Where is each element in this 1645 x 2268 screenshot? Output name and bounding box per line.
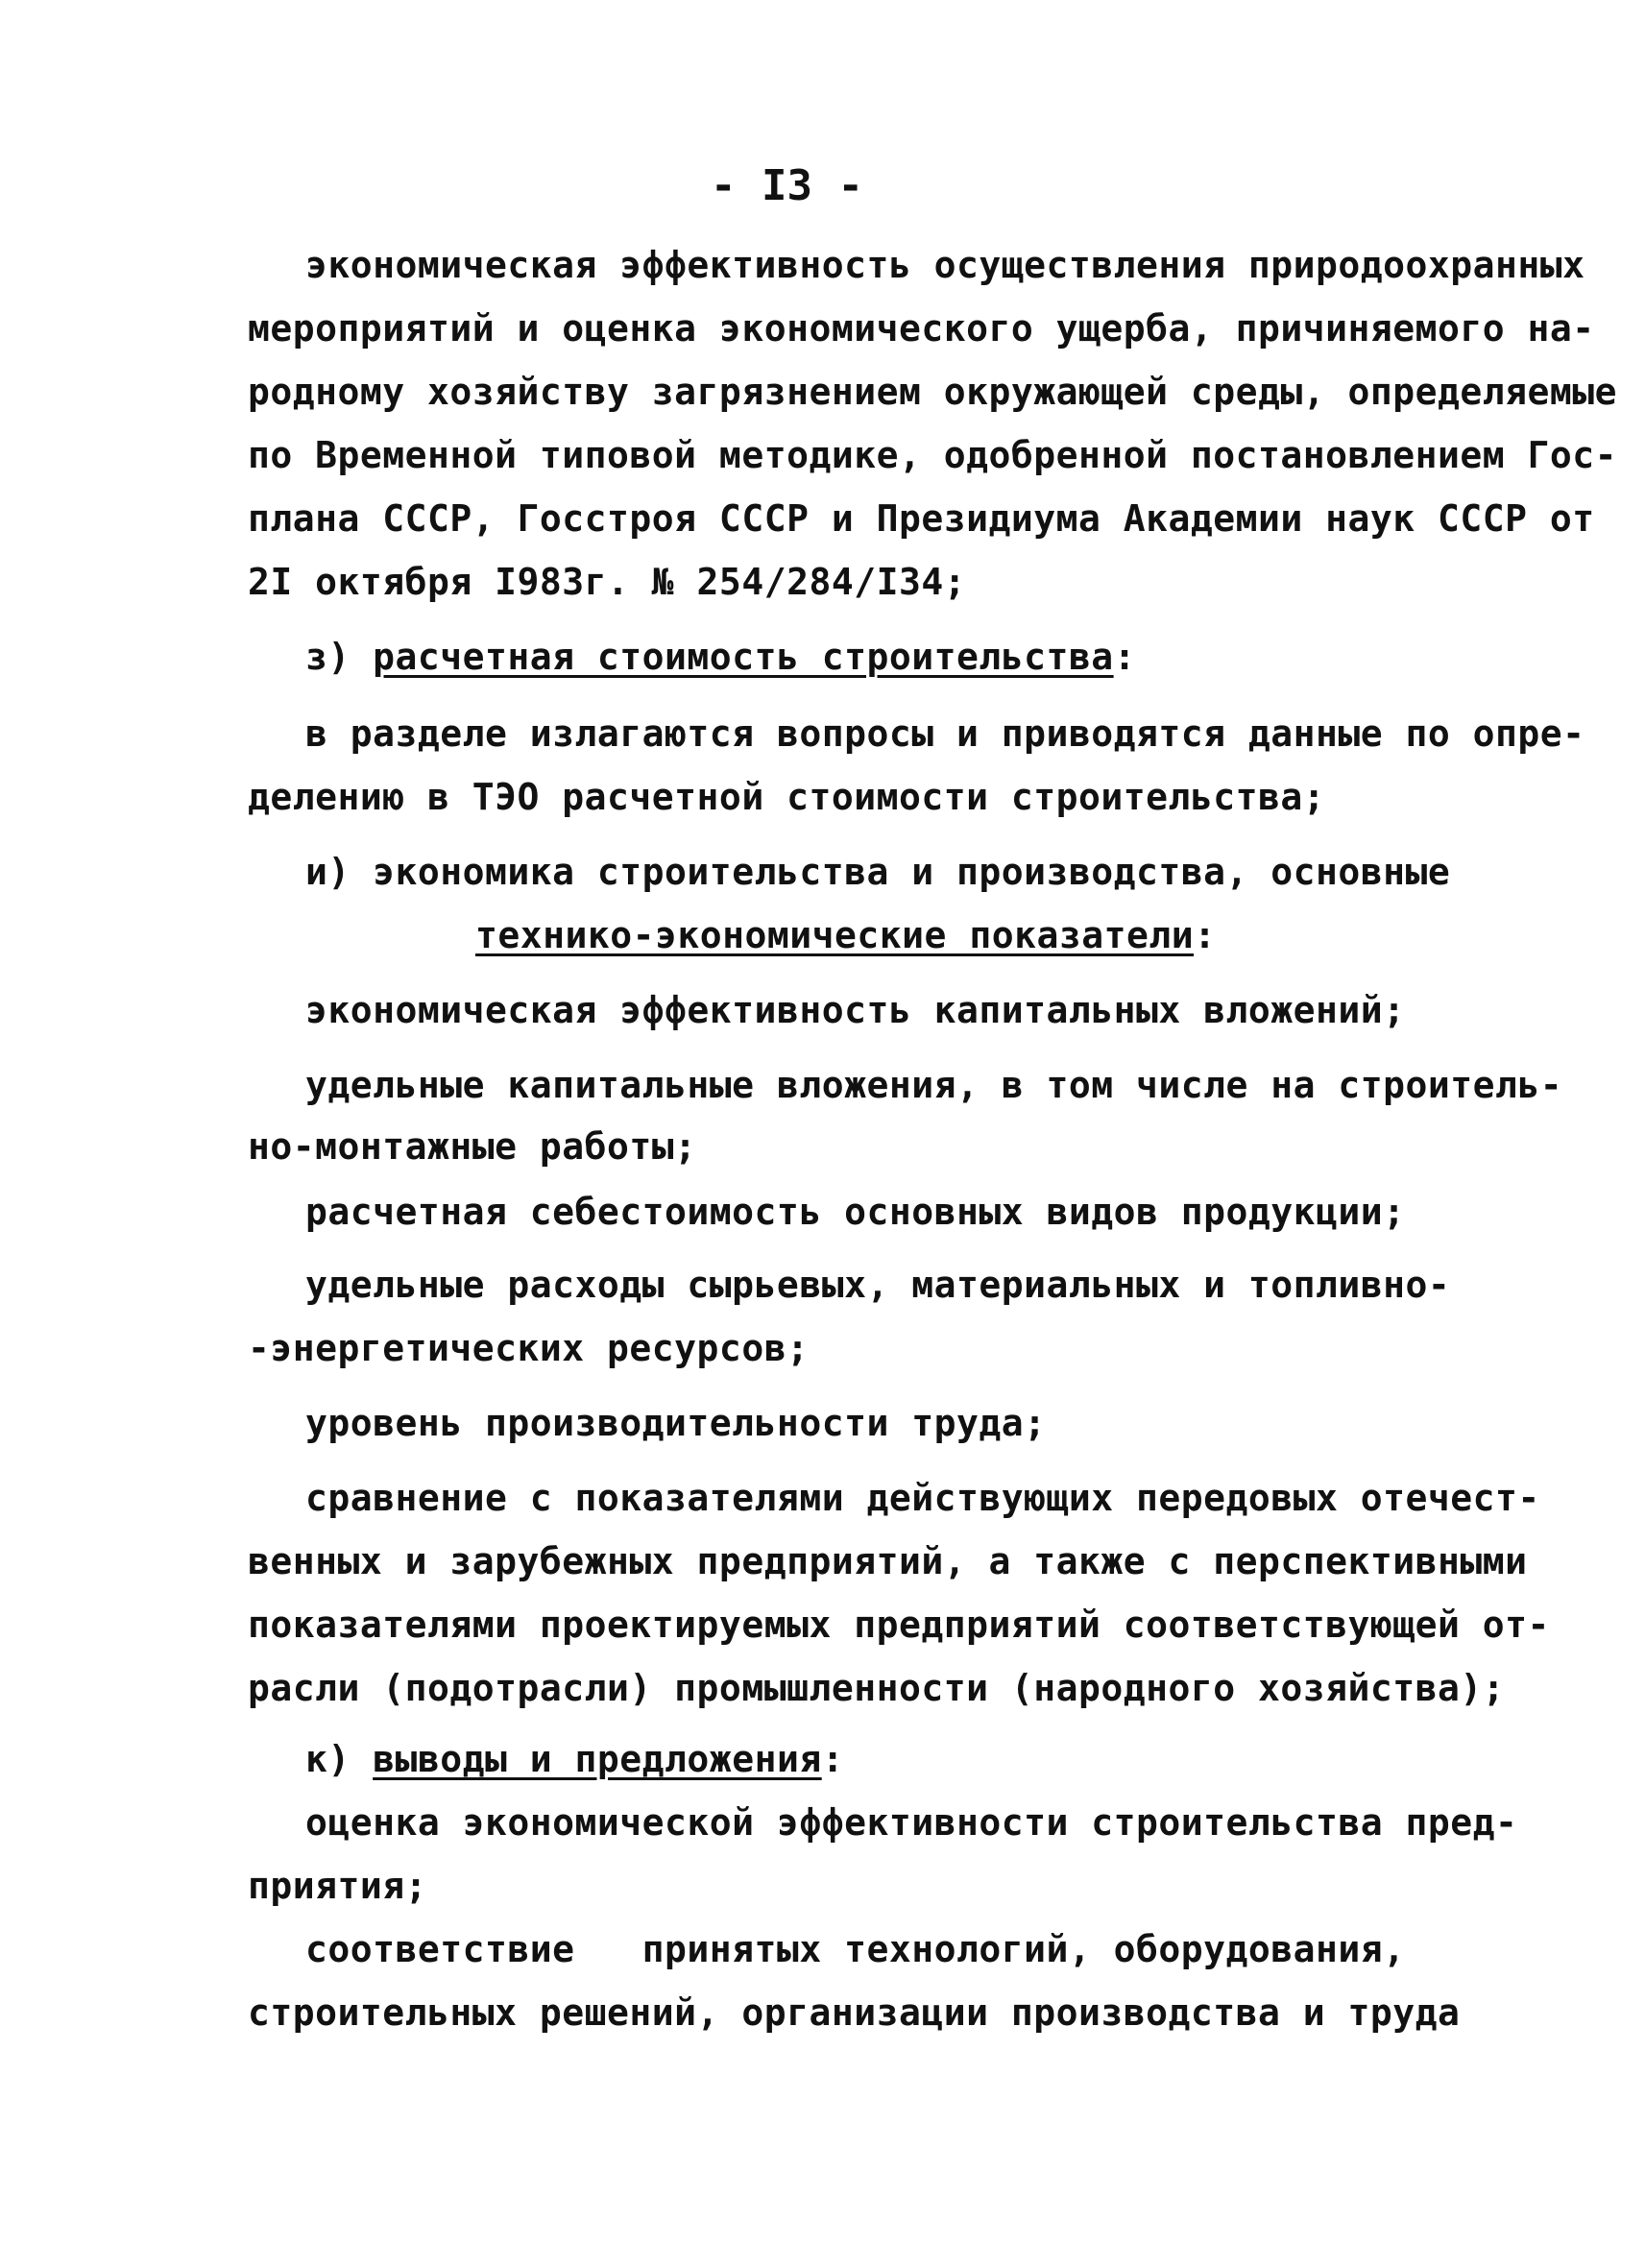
section-i-item-1: экономическая эффективность капитальных вложений;	[305, 989, 1406, 1031]
section-i-item-4: удельные расходы сырьевых, материальных и топливно-	[305, 1264, 1451, 1306]
section-z-heading	[305, 636, 1136, 678]
section-i-title-line-1: экономика строительства и производства, основные	[373, 851, 1451, 893]
section-i-item-6-cont-2: показателями проектируемых предприятий соответствующей от-	[248, 1604, 1550, 1646]
section-z-suffix: :	[1113, 636, 1137, 678]
section-i-item-6-cont-3: расли (подотрасли) промышленности (народного хозяйства);	[248, 1667, 1506, 1709]
section-z-text-line-2: делению в ТЭО расчетной стоимости строительства;	[248, 776, 1326, 818]
section-k-heading	[305, 1738, 844, 1780]
section-i-prefix: и)	[305, 851, 374, 893]
paragraph-1-line-3: родному хозяйству загрязнением окружающей среды, определяемые	[248, 371, 1618, 413]
paragraph-1-line-6: 2I октября I983г. № 254/284/I34;	[248, 561, 967, 603]
paragraph-1-line-4: по Временной типовой методике, одобренной постановлением Гос-	[248, 434, 1618, 476]
paragraph-1-line-1: экономическая эффективность осуществления природоохранных	[305, 244, 1585, 286]
section-k-item-2: соответствие принятых технологий, оборудования,	[305, 1928, 1406, 1970]
section-i-item-2: удельные капитальные вложения, в том числе на строитель-	[305, 1064, 1563, 1106]
section-i-heading-line-2	[475, 914, 1216, 956]
section-z-title: расчетная стоимость строительства	[373, 636, 1114, 678]
page-number: - I3 -	[711, 161, 863, 210]
section-k-item-1-cont: приятия;	[248, 1865, 428, 1907]
paragraph-1-line-5: плана СССР, Госстроя СССР и Президиума Академии наук СССР от	[248, 497, 1595, 540]
section-z-prefix: з)	[305, 636, 374, 678]
section-i-heading	[305, 851, 1450, 893]
section-i-item-3: расчетная себестоимость основных видов продукции;	[305, 1191, 1406, 1233]
section-k-title: выводы и предложения	[373, 1738, 822, 1780]
section-k-item-1: оценка экономической эффективности строительства пред-	[305, 1801, 1518, 1844]
section-i-item-6-cont-1: венных и зарубежных предприятий, а также с перспективными	[248, 1540, 1528, 1582]
section-i-item-5: уровень производительности труда;	[305, 1402, 1047, 1444]
section-k-suffix: :	[821, 1738, 845, 1780]
section-i-item-2-cont: но-монтажные работы;	[248, 1125, 697, 1168]
section-z-text-line-1: в разделе излагаются вопросы и приводятся данные по опре-	[305, 712, 1585, 755]
section-i-title-line-2: технико-экономические показатели	[475, 914, 1195, 956]
section-i-item-4-cont: -энергетических ресурсов;	[248, 1327, 810, 1369]
section-k-item-2-cont: строительных решений, организации производства и труда	[248, 1991, 1461, 2034]
section-i-suffix: :	[1194, 914, 1217, 956]
section-k-prefix: к)	[305, 1738, 374, 1780]
paragraph-1-line-2: мероприятий и оценка экономического ущерба, причиняемого на-	[248, 307, 1595, 350]
section-i-item-6: сравнение с показателями действующих передовых отечест-	[305, 1477, 1540, 1519]
